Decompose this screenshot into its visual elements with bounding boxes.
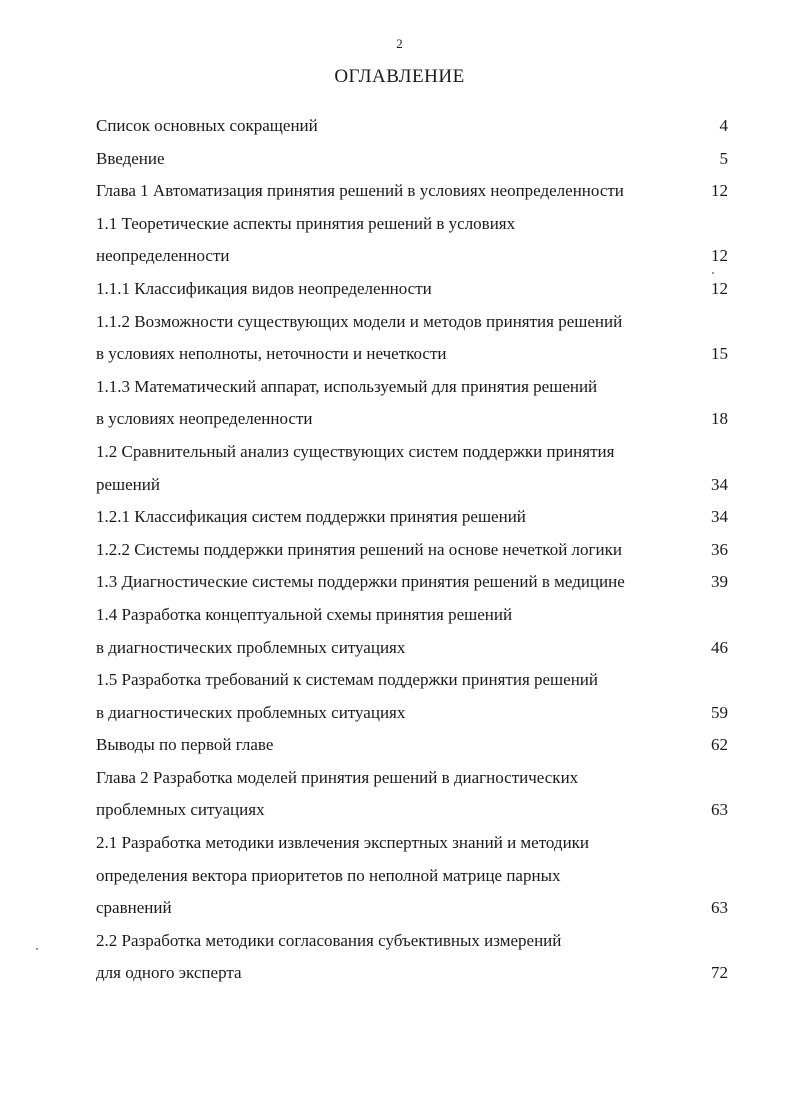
scan-speck [36, 948, 38, 950]
page-title: ОГЛАВЛЕНИЕ [334, 66, 465, 87]
toc-entry-page: 34 [711, 507, 728, 527]
toc-entry [96, 860, 728, 893]
toc-entry [96, 794, 728, 827]
toc-entry-text: сравнений [96, 898, 172, 918]
table-of-contents [96, 110, 728, 990]
toc-entry [96, 436, 728, 469]
toc-entry [96, 403, 728, 436]
toc-entry-page: 18 [711, 409, 728, 429]
toc-entry-text: Список основных сокращений [96, 116, 318, 135]
toc-entry [96, 110, 728, 143]
toc-entry-text: 1.5 Разработка требований к системам поддержки принятия решений [96, 670, 598, 690]
toc-entry [96, 240, 728, 273]
toc-entry [96, 762, 728, 795]
toc-entry-page: 12 [711, 181, 728, 201]
toc-entry [96, 501, 728, 534]
toc-entry [96, 566, 728, 599]
toc-entry-text: 2.2 Разработка методики согласования субъективных измерений [96, 930, 562, 950]
toc-entry [96, 925, 728, 958]
toc-entry-page: 12 [711, 246, 728, 266]
toc-entry [96, 632, 728, 665]
toc-entry-text: в условиях неполноты, неточности и нечеткости [96, 344, 447, 364]
toc-entry-text: 2.1 Разработка методики извлечения экспертных знаний и методики [96, 833, 590, 853]
toc-entry-page: 4 [719, 116, 728, 135]
toc-entry-text: решений [96, 474, 160, 494]
toc-entry [96, 208, 728, 241]
toc-entry-text: для одного эксперта [96, 963, 242, 983]
toc-entry [96, 729, 728, 762]
toc-entry-page: 5 [719, 148, 728, 168]
toc-entry [96, 957, 728, 990]
toc-entry [96, 664, 728, 697]
toc-entry-text: 1.2 Сравнительный анализ существующих систем поддержки принятия [96, 441, 615, 461]
toc-entry [96, 371, 728, 404]
toc-entry-text: 1.1 Теоретические аспекты принятия решений в условиях [96, 213, 516, 233]
toc-entry-page: 63 [711, 800, 728, 820]
toc-entry [96, 273, 728, 306]
toc-entry-text: проблемных ситуациях [96, 800, 265, 820]
toc-entry-page: 59 [711, 702, 728, 722]
toc-entry-page: 46 [711, 637, 728, 657]
toc-entry-text: определения вектора приоритетов по неполной матрице парных [96, 865, 561, 885]
toc-entry-text: 1.1.3 Математический аппарат, используемый для принятия решений [96, 376, 598, 396]
toc-entry-page: 39 [711, 572, 728, 592]
page-number: 2 [396, 36, 403, 51]
toc-entry [96, 599, 728, 632]
toc-entry-text: 1.2.1 Классификация систем поддержки принятия решений [96, 507, 526, 527]
toc-entry [96, 534, 728, 567]
toc-entry-page: 62 [711, 735, 728, 755]
toc-entry-text: 1.1.1 Классификация видов неопределенности [96, 278, 432, 298]
toc-entry-text: в диагностических проблемных ситуациях [96, 702, 406, 722]
scan-speck [712, 272, 714, 274]
toc-entry [96, 175, 728, 208]
toc-entry-page: 72 [711, 963, 728, 983]
toc-entry-page: 12 [711, 278, 728, 298]
toc-entry-text: 1.4 Разработка концептуальной схемы принятия решений [96, 604, 513, 624]
toc-entry-text: 1.1.2 Возможности существующих модели и методов принятия решений [96, 311, 623, 331]
toc-entry [96, 827, 728, 860]
toc-entry [96, 306, 728, 339]
toc-entry-text: Выводы по первой главе [96, 735, 274, 755]
toc-entry [96, 338, 728, 371]
toc-entry-page: 36 [711, 539, 728, 559]
toc-entry-text: в диагностических проблемных ситуациях [96, 637, 406, 657]
toc-entry-text: неопределенности [96, 246, 230, 266]
toc-entry [96, 469, 728, 502]
toc-entry-text: 1.2.2 Системы поддержки принятия решений на основе нечеткой логики [96, 539, 622, 559]
toc-entry-text: Глава 1 Автоматизация принятия решений в условиях неопределенности [96, 181, 624, 201]
toc-entry-text: 1.3 Диагностические системы поддержки принятия решений в медицине [96, 572, 625, 592]
toc-entry-text: в условиях неопределенности [96, 409, 313, 429]
toc-entry-text: Глава 2 Разработка моделей принятия решений в диагностических [96, 767, 579, 787]
toc-entry-page: 34 [711, 474, 728, 494]
toc-entry-page: 63 [711, 898, 728, 918]
toc-entry-page: 15 [711, 344, 728, 364]
toc-entry [96, 892, 728, 925]
toc-entry [96, 697, 728, 730]
toc-entry-text: Введение [96, 148, 165, 168]
toc-entry [96, 143, 728, 176]
